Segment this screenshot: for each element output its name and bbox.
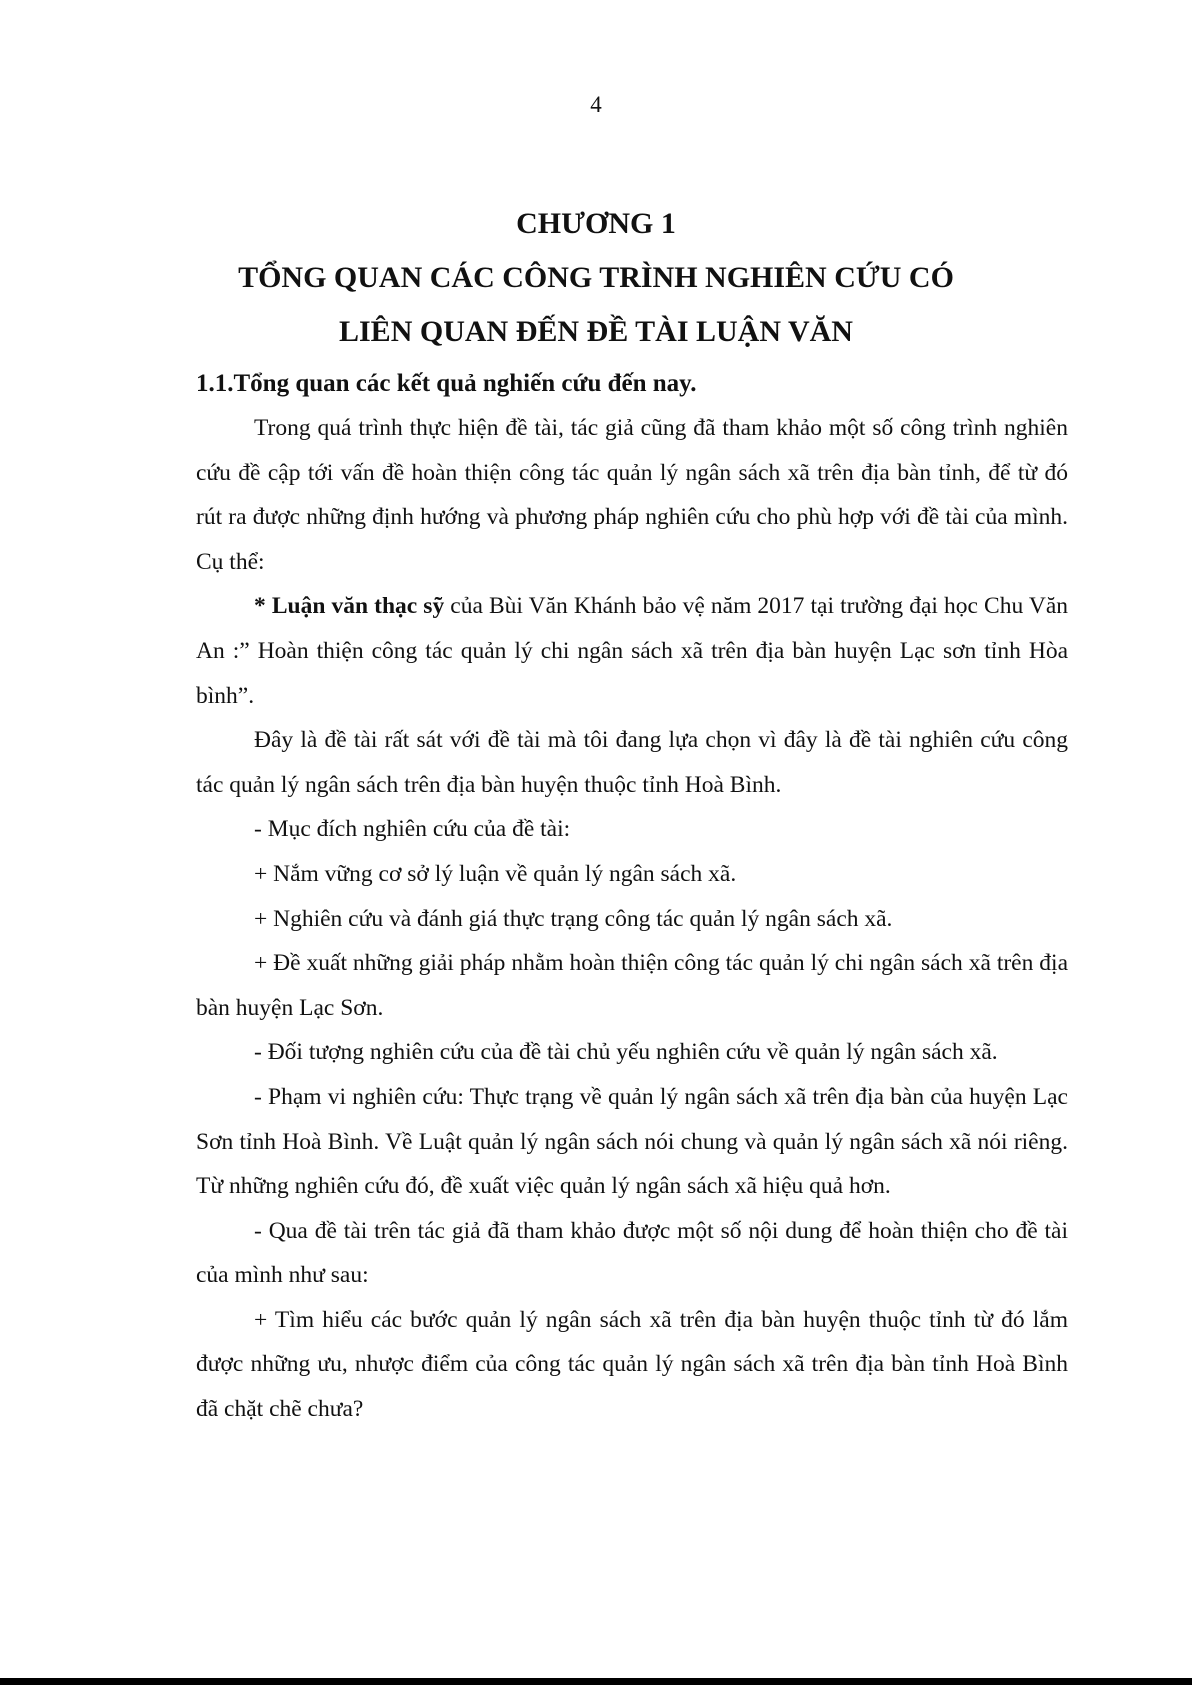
paragraph-purpose-item-1: + Nắm vững cơ sở lý luận về quản lý ngân sách xã. [254, 860, 737, 887]
paragraph-research-object: - Đối tượng nghiên cứu của đề tài chủ yếu nghiên cứu về quản lý ngân sách xã. [254, 1039, 998, 1066]
thesis-reference-text: của Bùi Văn Khánh bảo vệ năm 2017 tại trường đại học Chu Văn An :” Hoàn thiện công tác quản lý chi ngân sách xã trên địa bàn huyện Lạc sơn tỉnh Hòa bình”. [196, 593, 1069, 709]
paragraph-intro: Trong quá trình thực hiện đề tài, tác giả cũng đã tham khảo một số công trình nghiên cứu đề cập tới vấn đề hoàn thiện công tác quản lý ngân sách xã trên địa bàn tỉnh, để từ đó rút ra được những định hướng và phương pháp nghiên cứu cho phù hợp với đề tài của mình. Cụ thể: [196, 415, 1068, 575]
paragraph-relevance: Đây là đề tài rất sát với đề tài mà tôi đang lựa chọn vì đây là đề tài nghiên cứu công tác quản lý ngân sách trên địa bàn huyện thuộc tỉnh Hoà Bình. [196, 727, 1068, 798]
chapter-label: CHƯƠNG 1 [516, 207, 676, 240]
paragraph-references-gained: - Qua đề tài trên tác giả đã tham khảo được một số nội dung để hoàn thiện cho đề tài của mình như sau: [196, 1217, 1068, 1289]
chapter-title-line-1: TỔNG QUAN CÁC CÔNG TRÌNH NGHIÊN CỨU CÓ [238, 261, 954, 294]
paragraph-references-item-1: + Tìm hiểu các bước quản lý ngân sách xã trên địa bàn huyện thuộc tỉnh từ đó lắm được những ưu, nhược điểm của công tác quản lý ngân sách xã trên địa bàn tỉnh Hoà Bình đã chặt chẽ chưa? [196, 1306, 1068, 1423]
thesis-reference-bold: * Luận văn thạc sỹ [254, 593, 445, 620]
paragraph-research-scope: - Phạm vi nghiên cứu: Thực trạng về quản lý ngân sách xã trên địa bàn của huyện Lạc Sơn tỉnh Hoà Bình. Về Luật quản lý ngân sách nói chung và quản lý ngân sách xã nói riêng. Từ những nghiên cứu đó, đề xuất việc quản lý ngân sách xã hiệu quả hơn. [196, 1083, 1068, 1200]
paragraph-thesis-reference [196, 584, 1068, 718]
page-number: 4 [590, 92, 602, 117]
paragraph-purpose-item-2: + Nghiên cứu và đánh giá thực trạng công tác quản lý ngân sách xã. [254, 905, 893, 932]
bottom-border [0, 1678, 1192, 1685]
chapter-title-line-2: LIÊN QUAN ĐẾN ĐỀ TÀI LUẬN VĂN [339, 315, 853, 348]
paragraph-purpose-heading: - Mục đích nghiên cứu của đề tài: [254, 816, 571, 843]
document-body [196, 362, 1068, 1432]
chapter-heading [0, 197, 1192, 359]
section-heading: 1.1.Tổng quan các kết quả nghiến cứu đến nay. [196, 370, 697, 397]
paragraph-purpose-item-3: + Đề xuất những giải pháp nhằm hoàn thiện công tác quản lý chi ngân sách xã trên địa bàn huyện Lạc Sơn. [196, 950, 1068, 1021]
